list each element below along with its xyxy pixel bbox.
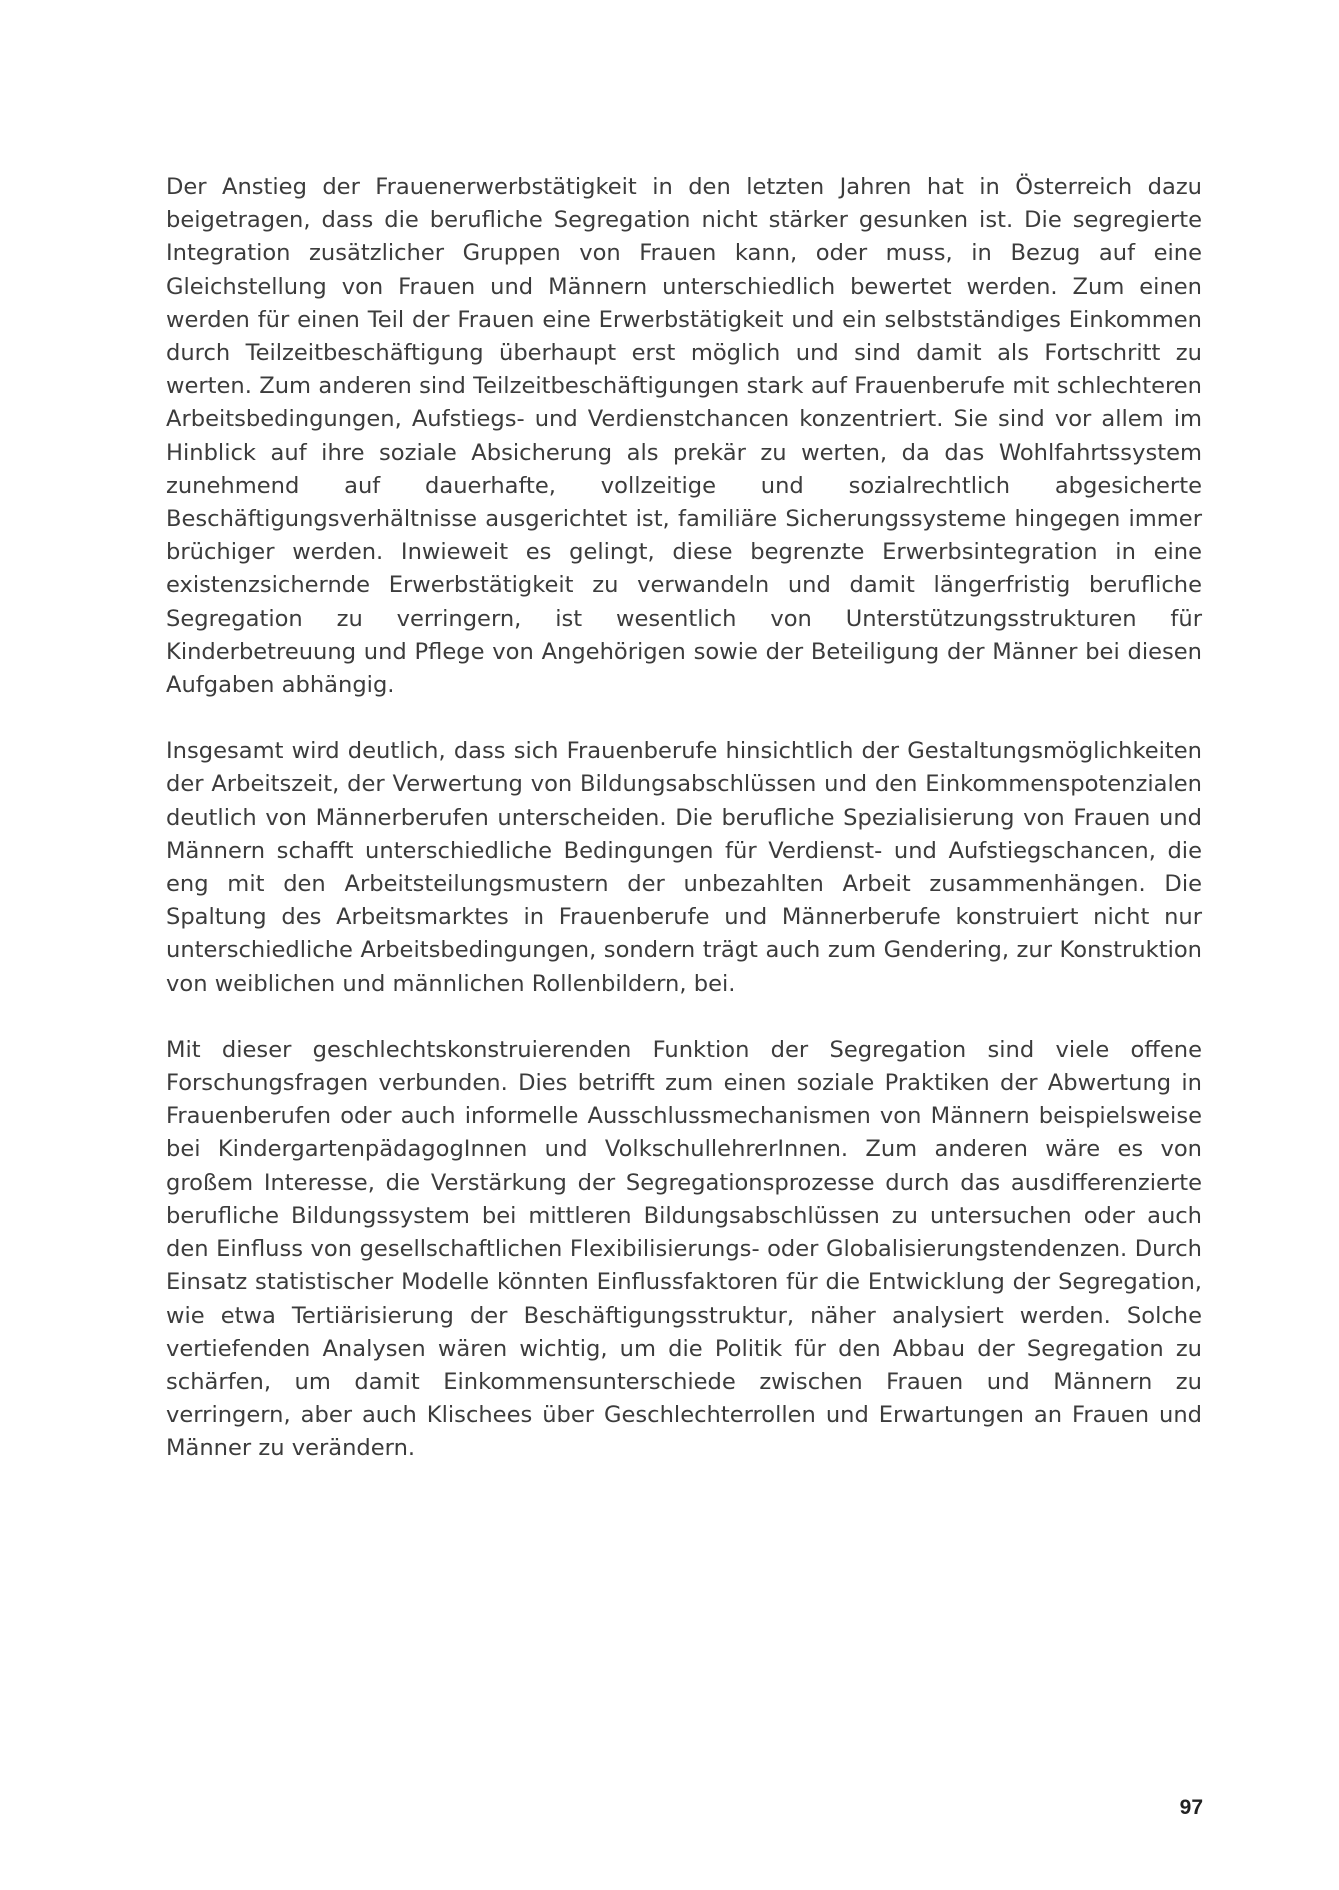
paragraph-3: Mit dieser geschlechtskonstruierenden Funktion der Segregation sind viele offene Forschungsfragen verbunden. Dies betrifft zum einen soziale Praktiken der Abwertung in Frauenberufen oder auch informelle Ausschlussmechanismen von Männern beispielsweise bei KindergartenpädagogInnen und VolkschullehrerInnen. Zum anderen wäre es von großem Interesse, die Verstärkung der Segregationsprozesse durch das ausdifferenzierte berufliche Bildungssystem bei mittleren Bildungsabschlüssen zu untersuchen oder auch den Einfluss von gesellschaftlichen Flexibilisierungs- oder Globalisierungstendenzen. Durch Einsatz statistischer Modelle könnten Einflussfaktoren für die Entwicklung der Segregation, wie etwa Tertiärisierung der Beschäftigungsstruktur, näher analysiert werden. Solche vertiefenden Analysen wären wichtig, um die Politik für den Abbau der Segregation zu schärfen, um damit Einkommensunterschiede zwischen Frauen und Männern zu verringern, aber auch Klischees über Geschlechterrollen und Erwartungen an Frauen und Männer zu verändern. bbox=[166, 1036, 1202, 1462]
body-text bbox=[166, 171, 1202, 1466]
page-number: 97 bbox=[1179, 1796, 1203, 1819]
paragraph-2: Insgesamt wird deutlich, dass sich Frauenberufe hinsichtlich der Gestaltungsmöglichkeiten der Arbeitszeit, der Verwertung von Bildungsabschlüssen und den Einkommenspotenzialen deutlich von Männerberufen unterscheiden. Die berufliche Spezialisierung von Frauen und Männern schafft unterschiedliche Bedingungen für Verdienst- und Aufstiegschancen, die eng mit den Arbeitsteilungsmustern der unbezahlten Arbeit zusammenhängen. Die Spaltung des Arbeitsmarktes in Frauenberufe und Männerberufe konstruiert nicht nur unterschiedliche Arbeitsbedingungen, sondern trägt auch zum Gendering, zur Konstruktion von weiblichen und männlichen Rollenbildern, bei. bbox=[166, 738, 1202, 997]
paragraph-1: Der Anstieg der Frauenerwerbstätigkeit in den letzten Jahren hat in Österreich dazu beigetragen, dass die berufliche Segregation nicht stärker gesunken ist. Die segregierte Integration zusätzlicher Gruppen von Frauen kann, oder muss, in Bezug auf eine Gleichstellung von Frauen und Männern unterschiedlich bewertet werden. Zum einen werden für einen Teil der Frauen eine Erwerbstätigkeit und ein selbstständiges Einkommen durch Teilzeitbeschäftigung überhaupt erst möglich und sind damit als Fortschritt zu werten. Zum anderen sind Teilzeitbeschäftigungen stark auf Frauenberufe mit schlechteren Arbeitsbedingungen, Aufstiegs- und Verdienstchancen konzentriert. Sie sind vor allem im Hinblick auf ihre soziale Absicherung als prekär zu werten, da das Wohlfahrtssystem zunehmend auf dauerhafte, vollzeitige und sozialrechtlich abgesicherte Beschäftigungsverhältnisse ausgerichtet ist, familiäre Sicherungssysteme hingegen immer brüchiger werden. Inwieweit es gelingt, diese begrenzte Erwerbsintegration in eine existenzsichernde Erwerbstätigkeit zu verwandeln und damit längerfristig berufliche Segregation zu verringern, ist wesentlich von Unterstützungsstrukturen für Kinderbetreuung und Pflege von Angehörigen sowie der Beteiligung der Männer bei diesen Aufgaben abhängig. bbox=[166, 174, 1202, 699]
